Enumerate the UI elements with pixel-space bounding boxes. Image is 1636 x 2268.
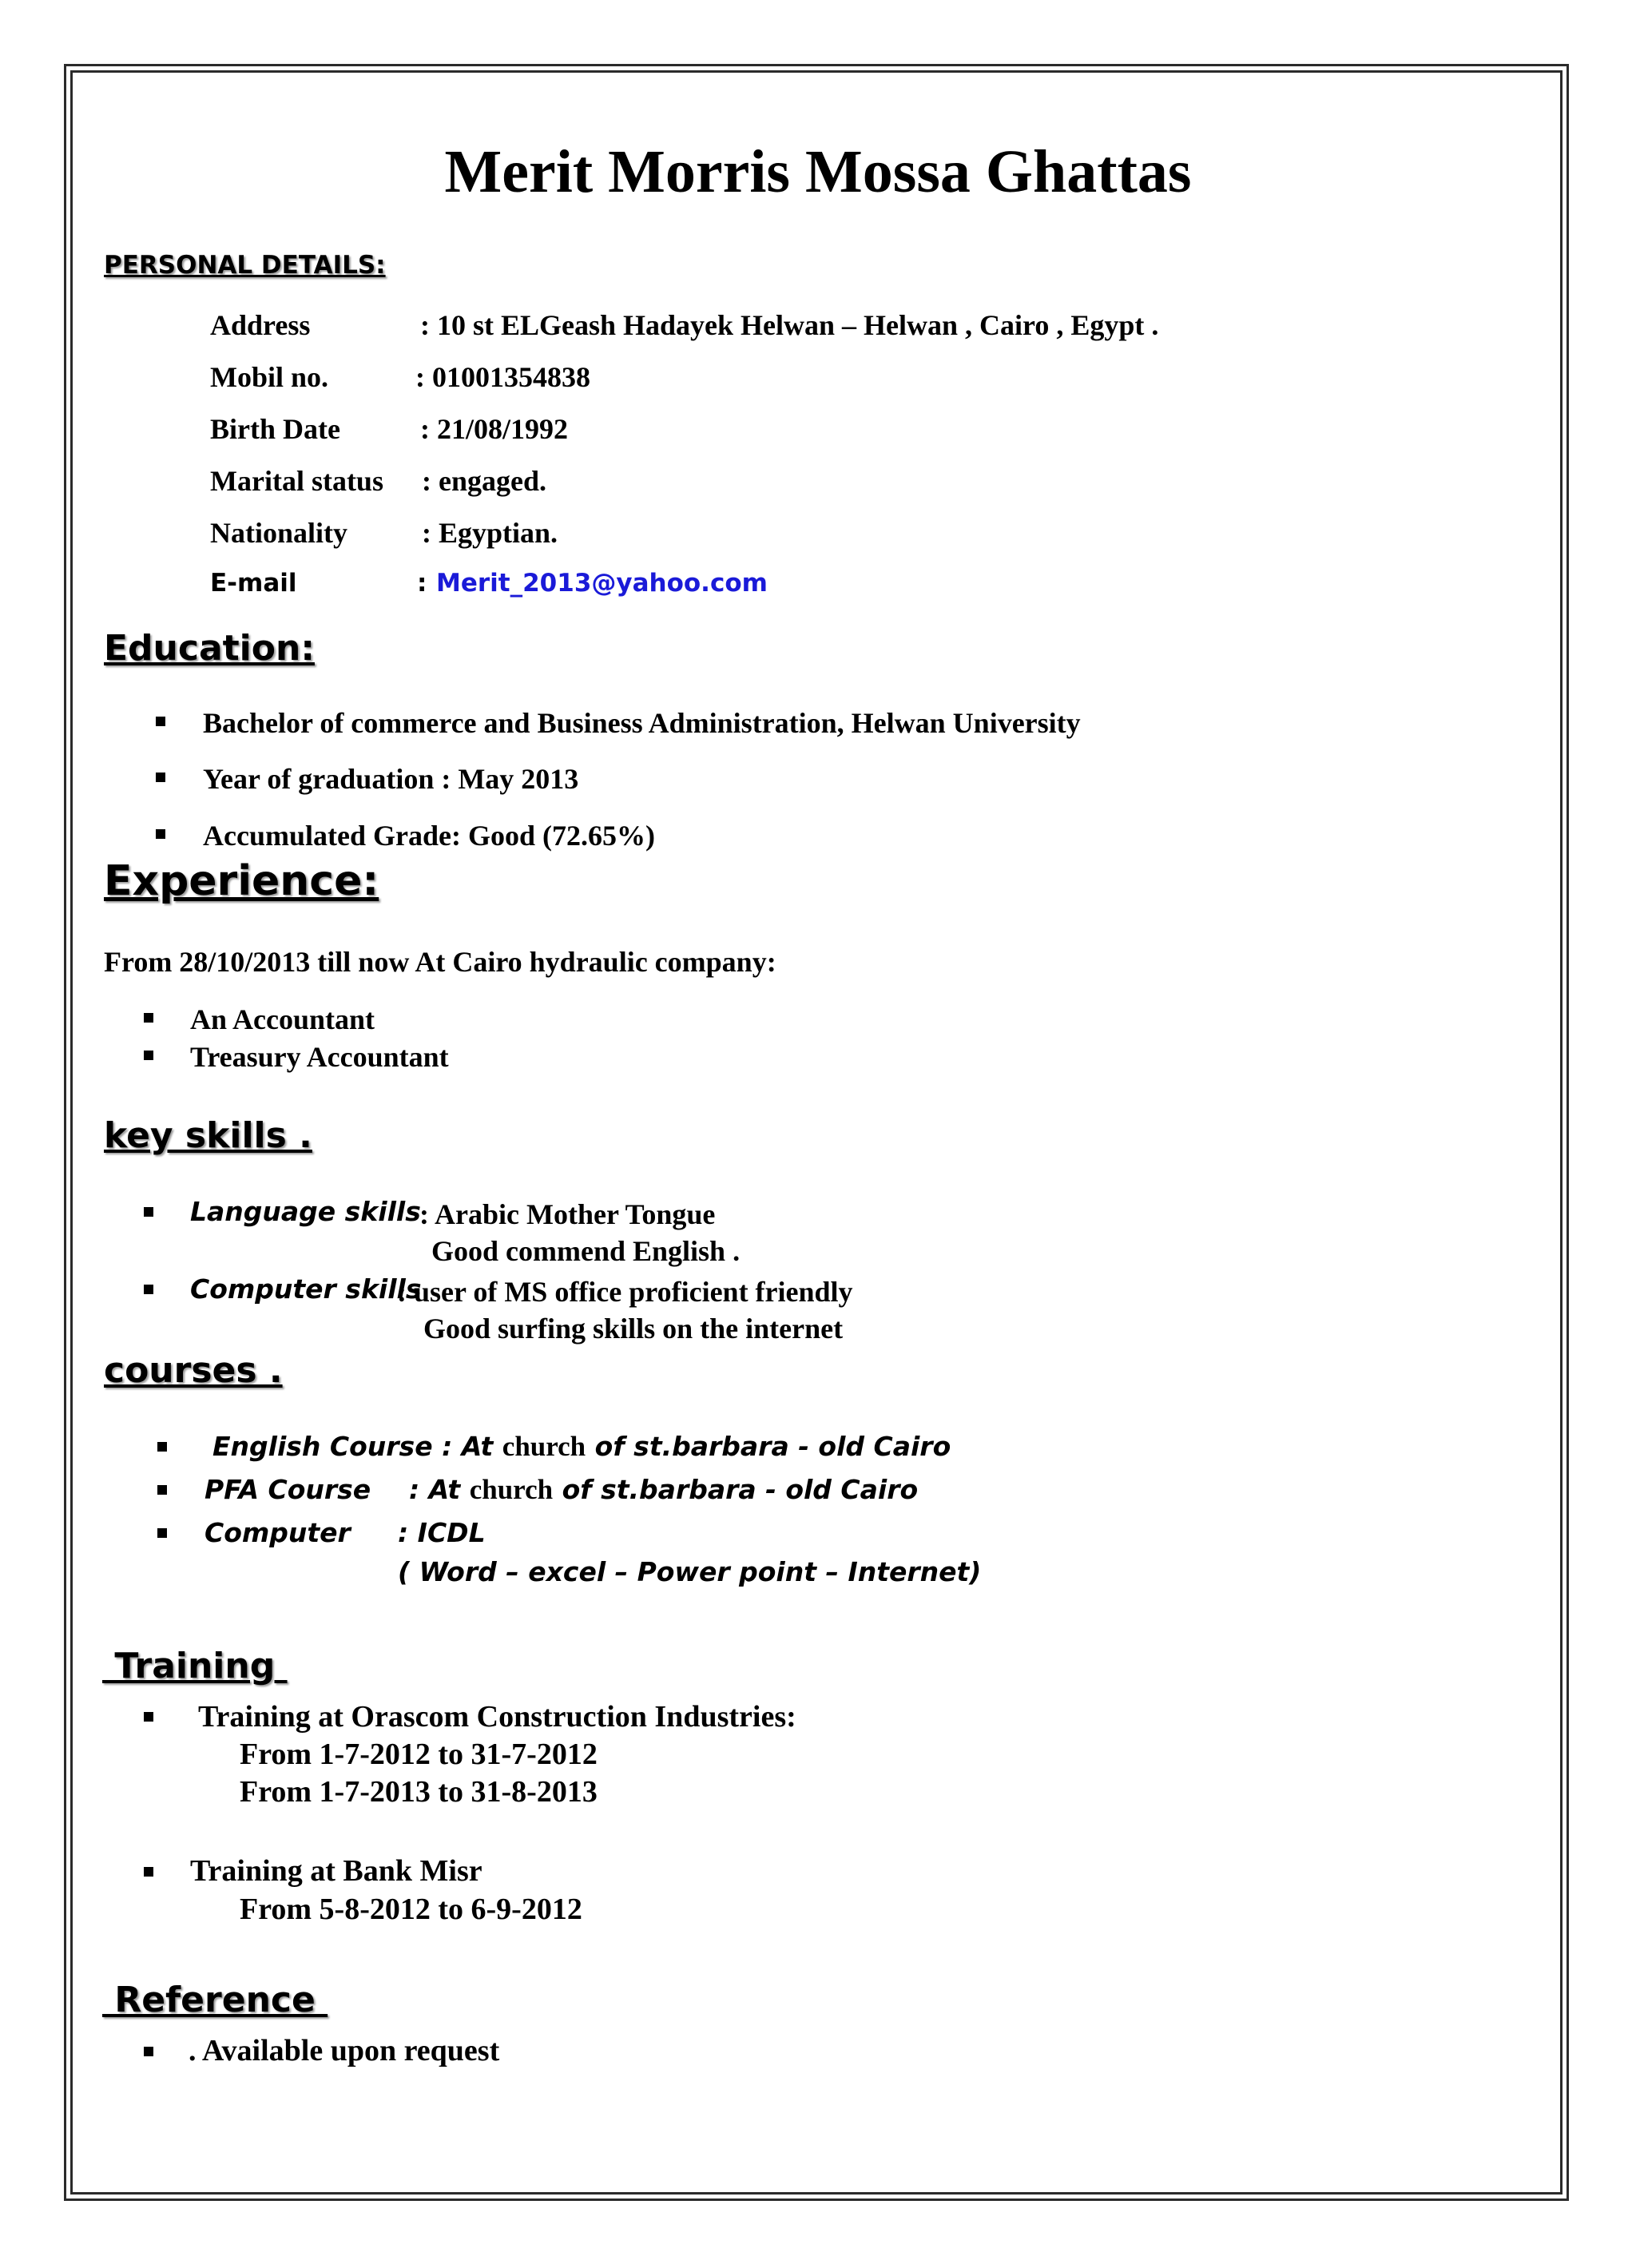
bullet-icon [144, 1207, 153, 1217]
experience-item: An Accountant [190, 1003, 375, 1035]
experience-item: Treasury Accountant [190, 1041, 449, 1073]
bullet-icon [144, 1867, 153, 1877]
personal-details-heading: PERSONAL DETAILS: [104, 251, 386, 280]
education-item: Accumulated Grade: Good (72.65%) [203, 820, 655, 852]
course-computer-value: : ICDL [398, 1517, 486, 1548]
courses-heading: courses . [104, 1350, 283, 1391]
language-skills-value: : Arabic Mother Tongue [419, 1198, 716, 1230]
reference-heading: Reference [102, 1980, 328, 2020]
course-computer-label: Computer [204, 1517, 351, 1548]
bullet-icon [156, 773, 165, 782]
bullet-icon [156, 717, 165, 726]
birth-date-label: Birth Date [210, 413, 340, 445]
course-item-pfa [409, 1474, 918, 1506]
marital-status-label: Marital status [210, 465, 383, 497]
course-pfa-at: : At [409, 1474, 461, 1505]
bullet-icon [144, 2047, 153, 2056]
training-date: From 5-8-2012 to 6-9-2012 [240, 1893, 582, 1926]
course-english-place: of st.barbara - old Cairo [594, 1431, 951, 1462]
course-english-label: English Course : At [212, 1431, 494, 1462]
computer-skills-value: Good surfing skills on the internet [423, 1313, 844, 1345]
training-date: From 1-7-2012 to 31-7-2012 [240, 1738, 598, 1771]
email-link[interactable]: Merit_2013@yahoo.com [436, 569, 768, 598]
bullet-icon [144, 1712, 153, 1722]
training-item: Training at Orascom Construction Industries: [198, 1700, 796, 1734]
training-item: Training at Bank Misr [190, 1854, 482, 1888]
resume-name: Merit Morris Mossa Ghattas [444, 138, 1192, 205]
bullet-icon [157, 1485, 167, 1495]
education-item: Year of graduation : May 2013 [203, 763, 579, 795]
experience-heading: Experience: [104, 857, 379, 905]
experience-intro: From 28/10/2013 till now At Cairo hydraulic company: [104, 946, 776, 978]
course-pfa-venue: church [469, 1474, 554, 1505]
email-colon: : [417, 569, 427, 598]
bullet-icon [156, 829, 165, 839]
key-skills-heading: key skills . [104, 1115, 312, 1156]
mobile-label: Mobil no. [210, 361, 329, 393]
language-skills-label: Language skills [190, 1196, 421, 1227]
bullet-icon [144, 1013, 153, 1023]
nationality-value: : Egyptian. [422, 517, 558, 549]
bullet-icon [144, 1285, 153, 1294]
education-item: Bachelor of commerce and Business Administration, Helwan University [203, 707, 1081, 739]
marital-status-value: : engaged. [422, 465, 546, 497]
address-value: : 10 st ELGeash Hadayek Helwan – Helwan , Cairo , Egypt . [420, 309, 1159, 341]
computer-skills-value: : user of MS office proficient friendly [397, 1276, 853, 1308]
course-pfa-place: of st.barbara - old Cairo [562, 1474, 919, 1505]
address-label: Address [210, 309, 311, 341]
training-heading: Training [102, 1646, 288, 1686]
course-computer-detail: ( Word – excel – Power point – Internet) [398, 1556, 982, 1587]
course-item-english [212, 1431, 951, 1463]
mobile-value: : 01001354838 [415, 361, 590, 393]
course-english-venue: church [502, 1431, 586, 1462]
course-pfa-label: PFA Course [204, 1474, 371, 1505]
bullet-icon [157, 1528, 167, 1538]
language-skills-value: Good commend English . [431, 1235, 741, 1267]
nationality-label: Nationality [210, 517, 348, 549]
computer-skills-label: Computer skills [190, 1273, 422, 1305]
bullet-icon [144, 1051, 153, 1060]
education-heading: Education: [104, 628, 315, 669]
reference-item: . Available upon request [189, 2034, 500, 2067]
training-date: From 1-7-2013 to 31-8-2013 [240, 1775, 598, 1809]
birth-date-value: : 21/08/1992 [420, 413, 568, 445]
email-label: E-mail [210, 569, 297, 598]
bullet-icon [157, 1442, 167, 1452]
